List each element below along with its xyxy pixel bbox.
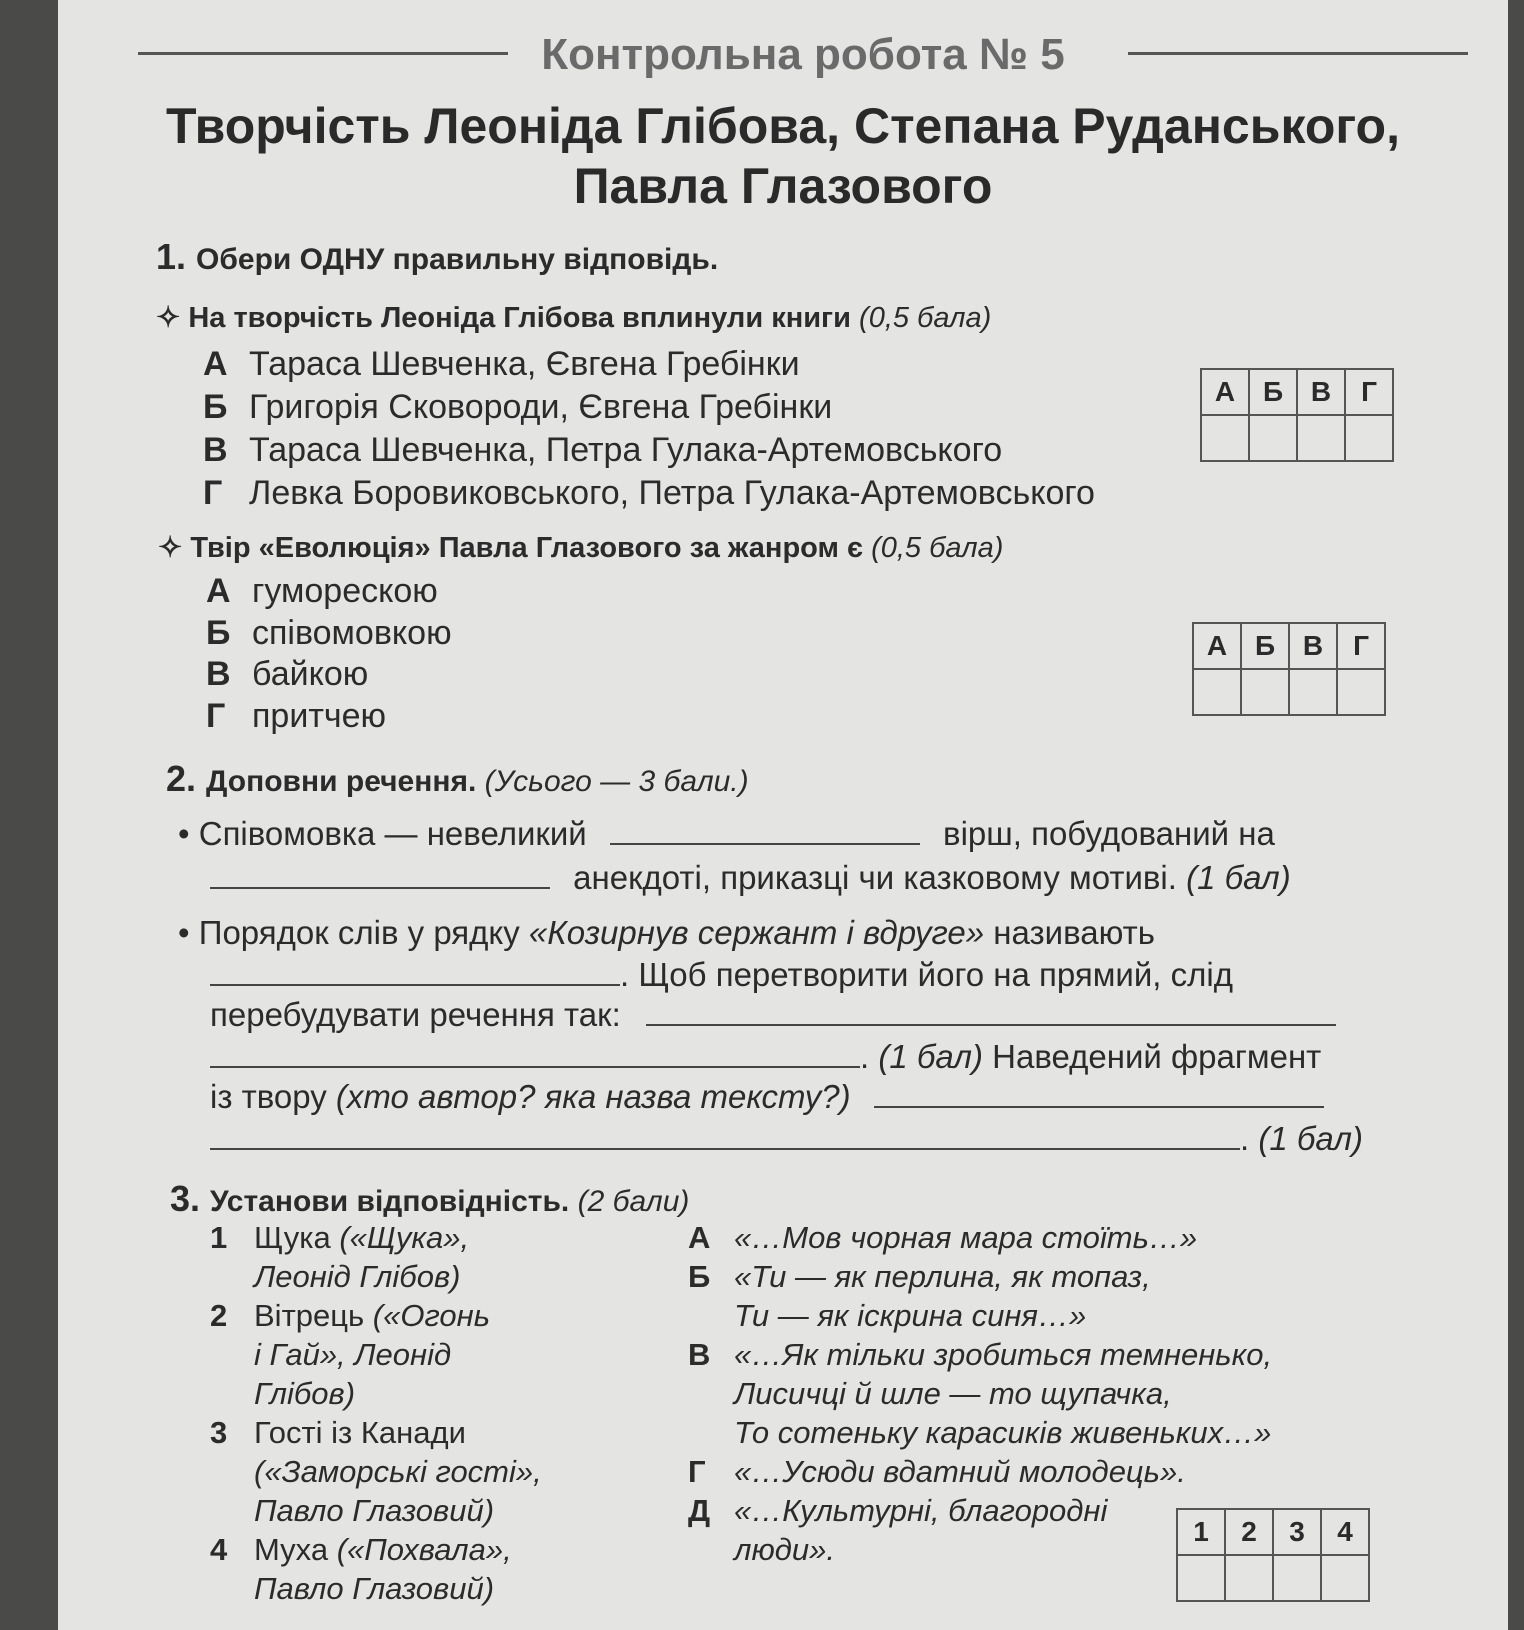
- grid-header: В: [1289, 623, 1337, 669]
- q2-bullet1-line1: [178, 813, 1275, 855]
- grid-header: 2: [1225, 1509, 1273, 1555]
- grid-header: Б: [1241, 623, 1289, 669]
- item-line: [210, 1257, 542, 1296]
- quote-text: То сотеньку карасиків живеньких…»: [734, 1415, 1272, 1450]
- answer-cell[interactable]: [1345, 415, 1393, 461]
- item-text: Муха: [254, 1532, 329, 1567]
- item-line: [210, 1569, 542, 1608]
- option-letter: В: [206, 655, 231, 693]
- item-line: [210, 1374, 542, 1413]
- q2-text: анекдоті, приказці чи казковому мотиві.: [573, 859, 1177, 896]
- option-letter: Г: [203, 474, 223, 512]
- title-line-2: Павла Глазового: [573, 158, 993, 214]
- item-line: [210, 1335, 542, 1374]
- q2-text: Наведений фрагмент: [992, 1038, 1322, 1075]
- item-source: («Заморські гості»,: [254, 1454, 542, 1489]
- q3-points: (2 бали): [577, 1185, 690, 1218]
- option-text: байкою: [252, 655, 369, 693]
- q2-text: перебудувати речення так:: [210, 996, 621, 1033]
- q3-heading: [170, 1178, 689, 1220]
- answer-cell[interactable]: [1321, 1555, 1369, 1601]
- q1a-points: (0,5 бала): [859, 302, 992, 334]
- q2-question: (хто автор? яка назва тексту?): [335, 1078, 851, 1115]
- q1a-option-a: [203, 345, 800, 384]
- q2-text: із твору: [210, 1078, 327, 1115]
- answer-cell[interactable]: [1225, 1555, 1273, 1601]
- bullet-icon: •: [178, 815, 190, 852]
- q1b-stem: [158, 530, 1003, 565]
- item-letter: Д: [688, 1493, 711, 1528]
- item-letter: Б: [688, 1259, 711, 1294]
- q1a-stem: [156, 300, 991, 335]
- q2-bullet1-line2: [210, 857, 1291, 899]
- item-source: («Похвала»,: [336, 1532, 512, 1567]
- item-text: Вітрець: [254, 1298, 365, 1333]
- quote-line: [688, 1413, 1272, 1452]
- item-text: Гості із Канади: [254, 1415, 466, 1450]
- q2-text: Співомовка — невеликий: [198, 815, 587, 852]
- q3-number: 3.: [170, 1178, 201, 1219]
- q2-text: .: [1240, 1120, 1250, 1157]
- quote-line: [688, 1296, 1272, 1335]
- answer-cell[interactable]: [1193, 669, 1241, 715]
- q3-left-item-3: [210, 1413, 542, 1452]
- item-source: Леонід Глібов): [254, 1259, 461, 1294]
- item-source: Павло Глазовий): [254, 1493, 495, 1528]
- q3-right-item-b: [688, 1257, 1272, 1296]
- worksheet-page: [58, 0, 1508, 1630]
- item-source: Павло Глазовий): [254, 1571, 495, 1606]
- q2-bullet2-line1: [178, 912, 1155, 954]
- q1b-answer-grid: [1192, 622, 1386, 716]
- quote-text: «Ти — як перлина, як топаз,: [734, 1259, 1151, 1294]
- q2-points: (1 бал): [1186, 859, 1291, 896]
- bullet-icon: •: [178, 914, 190, 951]
- q1a-option-d: [203, 474, 1095, 513]
- header-rule: [138, 20, 1468, 90]
- quote-text: «…Як тільки зробиться темненько,: [734, 1337, 1273, 1372]
- item-letter: А: [688, 1220, 711, 1255]
- q2-bullet2-line4: [210, 1036, 1321, 1078]
- q1-heading: [156, 236, 718, 278]
- blank-field[interactable]: [210, 861, 550, 889]
- item-number: 3: [210, 1415, 228, 1450]
- item-text: Щука: [254, 1220, 331, 1255]
- item-number: 2: [210, 1298, 228, 1333]
- q2-instruction: Доповни речення.: [206, 765, 477, 798]
- item-number: 1: [210, 1220, 228, 1255]
- quote-text: люди».: [734, 1532, 836, 1567]
- quote-line: [688, 1374, 1272, 1413]
- q2-text: Порядок слів у рядку: [198, 914, 520, 951]
- item-source: («Огонь: [372, 1298, 490, 1333]
- q1b-stem-text: ✧ Твір «Еволюція» Павла Глазового за жанром є: [158, 532, 864, 564]
- q2-bullet2-line6: [210, 1118, 1363, 1160]
- item-line: [210, 1452, 542, 1491]
- title-line-1: Творчість Леоніда Глібова, Степана Руданського,: [166, 98, 1400, 154]
- q2-quote: «Козирнув сержант і вдруге»: [528, 914, 985, 951]
- q1a-answer-grid: [1200, 368, 1394, 462]
- q2-points: (1 бал): [878, 1038, 983, 1075]
- q2-text: називають: [993, 914, 1155, 951]
- q3-answer-grid: [1176, 1508, 1370, 1602]
- option-text: співомовкою: [252, 614, 452, 652]
- quote-text: Ти — як іскрина синя…»: [734, 1298, 1087, 1333]
- item-source: і Гай», Леонід: [254, 1337, 452, 1372]
- grid-header: А: [1193, 623, 1241, 669]
- quote-text: «…Культурні, благородні: [734, 1493, 1108, 1528]
- q2-points: (1 бал): [1258, 1120, 1363, 1157]
- quote-text: «…Усюди вдатний молодець».: [734, 1454, 1186, 1489]
- option-text: притчею: [252, 697, 387, 735]
- grid-header: В: [1297, 369, 1345, 415]
- blank-field[interactable]: [646, 998, 1336, 1026]
- q1a-option-b: [203, 388, 832, 427]
- q1a-stem-text: ✧ На творчість Леоніда Глібова вплинули книги: [156, 302, 851, 334]
- q2-bullet2-line3: [210, 994, 1336, 1036]
- option-letter: Б: [206, 614, 231, 652]
- q2-number: 2.: [166, 758, 197, 799]
- grid-header: 3: [1273, 1509, 1321, 1555]
- q1b-option-d: [206, 697, 386, 736]
- q2-bullet2-line2: [210, 954, 1233, 996]
- blank-field[interactable]: [210, 1122, 1240, 1150]
- option-letter: Б: [203, 388, 228, 426]
- answer-cell[interactable]: [1249, 415, 1297, 461]
- option-letter: А: [206, 572, 231, 610]
- option-text: Тараса Шевченка, Євгена Гребінки: [249, 345, 800, 383]
- q1b-option-c: [206, 655, 368, 694]
- q3-left-item-2: [210, 1296, 542, 1335]
- q2-text: вірш, побудований на: [943, 815, 1275, 852]
- item-letter: В: [688, 1337, 711, 1372]
- q2-text: . Щоб перетворити його на прямий, слід: [620, 956, 1233, 993]
- item-letter: Г: [688, 1454, 706, 1489]
- grid-header: Г: [1345, 369, 1393, 415]
- blank-field[interactable]: [210, 958, 620, 986]
- item-number: 4: [210, 1532, 228, 1567]
- answer-cell[interactable]: [1241, 669, 1289, 715]
- answer-cell[interactable]: [1297, 415, 1345, 461]
- q3-left-column: [210, 1218, 542, 1608]
- q1b-option-b: [206, 614, 452, 653]
- blank-field[interactable]: [610, 817, 920, 845]
- q1a-option-c: [203, 431, 1002, 470]
- page-title: [58, 96, 1508, 216]
- answer-cell[interactable]: [1177, 1555, 1225, 1601]
- quote-text: «…Мов чорная мара стоїть…»: [734, 1220, 1198, 1255]
- option-letter: Г: [206, 697, 226, 735]
- answer-cell[interactable]: [1289, 669, 1337, 715]
- grid-header: Г: [1337, 623, 1385, 669]
- answer-cell[interactable]: [1337, 669, 1385, 715]
- q1b-option-a: [206, 572, 438, 611]
- option-text: гуморескою: [252, 572, 438, 610]
- answer-cell[interactable]: [1201, 415, 1249, 461]
- option-text: Левка Боровиковського, Петра Гулака-Артемовського: [249, 474, 1095, 512]
- answer-cell[interactable]: [1273, 1555, 1321, 1601]
- blank-field[interactable]: [874, 1080, 1324, 1108]
- option-letter: В: [203, 431, 228, 469]
- item-line: [210, 1491, 542, 1530]
- grid-header: А: [1201, 369, 1249, 415]
- grid-header: 1: [1177, 1509, 1225, 1555]
- q3-right-item-a: [688, 1218, 1272, 1257]
- option-text: Тараса Шевченка, Петра Гулака-Артемовського: [249, 431, 1003, 469]
- q3-left-item-4: [210, 1530, 542, 1569]
- q1-instruction: Обери ОДНУ правильну відповідь.: [196, 243, 719, 276]
- grid-header: Б: [1249, 369, 1297, 415]
- q3-right-item-c: [688, 1335, 1272, 1374]
- option-text: Григорія Сковороди, Євгена Гребінки: [249, 388, 833, 426]
- q2-bullet2-line5: [210, 1076, 1324, 1118]
- option-letter: А: [203, 345, 228, 383]
- q3-left-item-1: [210, 1218, 542, 1257]
- q2-heading: [166, 758, 749, 800]
- grid-header: 4: [1321, 1509, 1369, 1555]
- q2-points: (Усього — 3 бали.): [484, 765, 749, 798]
- test-header: Контрольна робота № 5: [541, 30, 1065, 79]
- q3-instruction: Установи відповідність.: [210, 1185, 570, 1218]
- item-source: Глібов): [254, 1376, 356, 1411]
- q1-number: 1.: [156, 236, 187, 277]
- item-source: («Щука»,: [339, 1220, 470, 1255]
- q3-right-item-d: [688, 1452, 1272, 1491]
- quote-text: Лисичці й шле — то щупачка,: [734, 1376, 1172, 1411]
- q2-text: .: [860, 1038, 870, 1075]
- q1b-points: (0,5 бала): [871, 532, 1004, 564]
- blank-field[interactable]: [210, 1040, 860, 1068]
